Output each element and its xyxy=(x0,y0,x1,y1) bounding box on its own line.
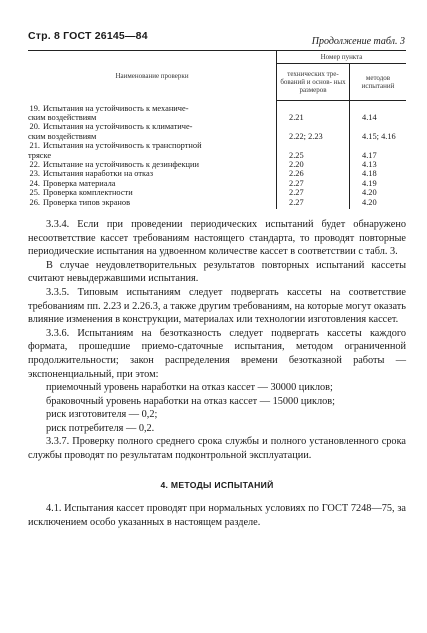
row-number: 25. xyxy=(29,188,40,198)
check-name-cell xyxy=(28,198,277,209)
table-row xyxy=(28,113,406,122)
check-name: Проверка материала xyxy=(43,178,116,188)
section-title-test-methods: 4. МЕТОДЫ ИСПЫТАНИЙ xyxy=(160,479,274,490)
test-method-cell: 4.13 xyxy=(362,159,377,169)
row-number: 23. xyxy=(29,169,40,179)
tech-requirements-cell: 2.25 xyxy=(277,151,350,160)
table-row xyxy=(28,198,406,209)
tech-requirements-cell xyxy=(277,141,350,150)
table-continuation-note: Продолжение табл. 3 xyxy=(311,36,405,47)
test-method-cell: 4.20 xyxy=(362,197,377,207)
check-name: Проверка типов экранов xyxy=(43,197,131,207)
check-name-cell xyxy=(28,179,277,188)
check-name-cell xyxy=(28,122,277,131)
check-name-cell xyxy=(28,113,277,122)
check-name: Испытание на устойчивость к дезинфекции xyxy=(43,159,199,169)
check-name: Проверка комплектности xyxy=(43,188,133,198)
tech-requirements-cell: 2.22; 2.23 xyxy=(277,132,350,141)
paragraph-3-3-6: 3.3.6. Испытаниям на безотказность следует подвергать кассеты каждого формата, прошедшие приемо-сдаточные испытания, методом ограниченной продолжительности; закон распределения времени безотказной работы — экспоненциальный, при этом: xyxy=(28,327,406,380)
checks-table xyxy=(28,50,406,209)
paragraph-3-3-6-rejection-level: браковочный уровень наработки на отказ кассет — 15000 циклов; xyxy=(46,395,335,407)
check-name: Испытания на устойчивость к климатиче- xyxy=(43,122,193,132)
check-name-cell xyxy=(28,188,277,197)
check-name: ским воздействиям xyxy=(28,112,97,122)
paragraph-3-3-6-consumer-risk: риск потребителя — 0,2. xyxy=(46,422,155,434)
test-method-cell: 4.19 xyxy=(362,178,377,188)
test-method-cell xyxy=(350,101,407,113)
check-name-cell xyxy=(28,160,277,169)
paragraph-3-3-6-acceptance-level: приемочный уровень наработки на отказ кассет — 30000 циклов; xyxy=(46,382,333,394)
paragraph-3-3-4: 3.3.4. Если при проведении периодических испытаний будет обнаружено несоответствие кассет требованиям настоящего стандарта, то проводят повторные периодические испытания на удвоенном количестве кассет в соответствии с табл. 3. xyxy=(28,218,406,258)
tech-requirements-cell: 2.26 xyxy=(277,169,350,178)
paragraph-4-1: 4.1. Испытания кассет проводят при нормальных условиях по ГОСТ 7248—75, за исключением особо указанных в настоящем разделе. xyxy=(28,503,406,528)
row-number: 24. xyxy=(29,178,40,188)
paragraph-3-3-4-continued: В случае неудовлетворительных результатов повторных испытаний кассеты считают невыдержавшими испытания. xyxy=(28,259,406,285)
table-row xyxy=(28,141,406,150)
check-name: Испытания на устойчивость к транспортной xyxy=(43,141,202,151)
row-number: 20. xyxy=(29,122,40,132)
table-row xyxy=(28,160,406,169)
check-name: Испытания наработки на отказ xyxy=(43,169,154,179)
document-body xyxy=(28,218,406,529)
check-name: Испытания на устойчивость к механиче- xyxy=(43,103,189,113)
test-method-cell: 4.20 xyxy=(362,188,377,198)
column-header-tech-requirements: технических тре- бований и основ- ных размеров xyxy=(277,64,350,101)
check-name-cell xyxy=(28,101,277,113)
table-row xyxy=(28,188,406,197)
test-method-cell: 4.17 xyxy=(362,150,377,160)
check-name-cell xyxy=(28,151,277,160)
table-row xyxy=(28,101,406,113)
page-header xyxy=(28,30,405,46)
row-number: 19. xyxy=(29,103,40,113)
column-header-test-methods: методов испытаний xyxy=(350,64,407,101)
tech-requirements-cell: 2.27 xyxy=(277,198,350,209)
test-method-cell: 4.18 xyxy=(362,169,377,179)
tech-requirements-cell: 2.20 xyxy=(277,160,350,169)
test-method-cell: 4.15; 4.16 xyxy=(362,131,396,141)
check-name-cell xyxy=(28,169,277,178)
row-number: 21. xyxy=(29,141,40,151)
paragraph-3-3-6-producer-risk: риск изготовителя — 0,2; xyxy=(46,409,158,421)
tech-requirements-cell xyxy=(277,122,350,131)
column-group-header-item-number: Номер пункта xyxy=(277,51,407,64)
column-header-check-name: Наименование проверки xyxy=(28,51,277,101)
table-row xyxy=(28,122,406,131)
paragraph-3-3-5: 3.3.5. Типовым испытаниям следует подвергать кассеты на соответствие требованиям пп. 2.23 и 2.26.3, а также другим требованиям, на которые могут оказать влияние изменения в конструкции, материалах или технологии изготовления кассет. xyxy=(28,286,406,326)
check-name-cell xyxy=(28,141,277,150)
test-method-cell: 4.14 xyxy=(362,112,377,122)
check-name-cell xyxy=(28,132,277,141)
tech-requirements-cell: 2.27 xyxy=(277,188,350,197)
page-label: Стр. 8 ГОСТ 26145—84 xyxy=(28,30,148,42)
tech-requirements-cell: 2.21 xyxy=(277,113,350,122)
tech-requirements-cell xyxy=(277,101,350,113)
paragraph-3-3-7: 3.3.7. Проверку полного среднего срока службы и полного установленного срока службы проводят по результатам подконтрольной эксплуатации. xyxy=(28,436,406,462)
table-row xyxy=(28,169,406,178)
table-row xyxy=(28,151,406,160)
row-number: 26. xyxy=(29,197,40,207)
test-method-cell xyxy=(350,141,407,150)
check-name: ским воздействиям xyxy=(28,131,97,141)
tech-requirements-cell: 2.27 xyxy=(277,179,350,188)
check-name: тряске xyxy=(28,150,52,160)
checks-table-body xyxy=(28,101,406,209)
table-row xyxy=(28,132,406,141)
row-number: 22. xyxy=(29,159,40,169)
test-method-cell xyxy=(350,122,407,131)
table-row xyxy=(28,179,406,188)
